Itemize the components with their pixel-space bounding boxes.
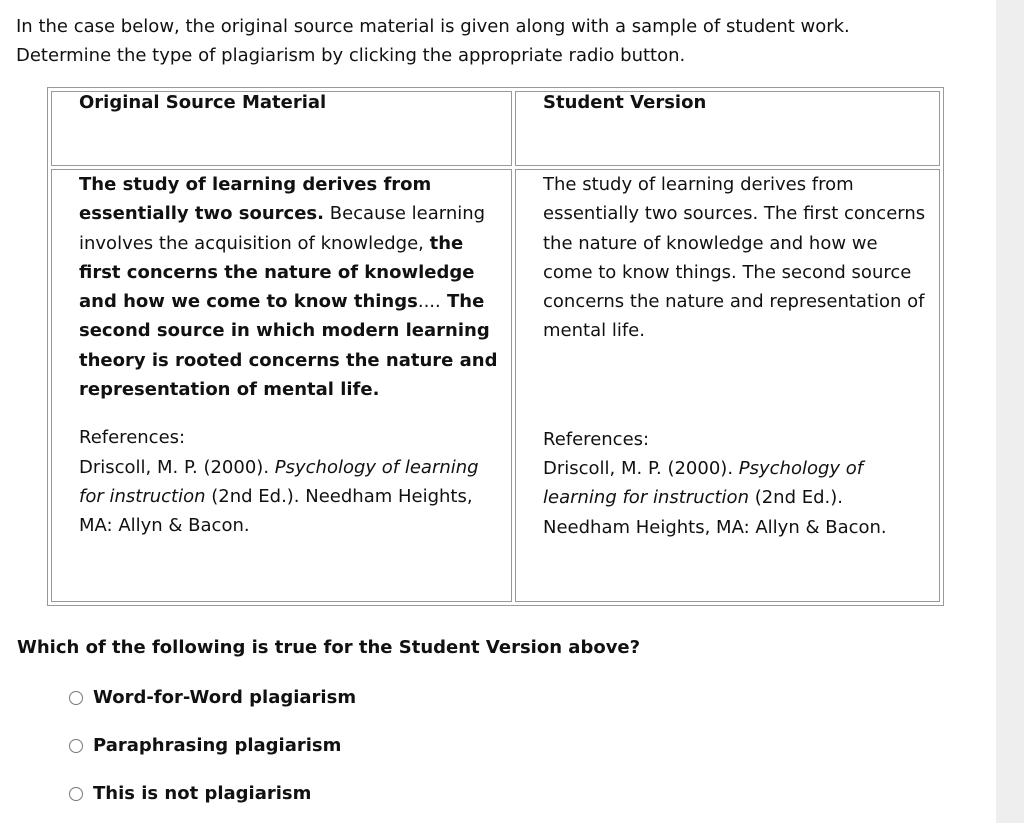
instructions bbox=[16, 12, 976, 70]
radio-button[interactable] bbox=[69, 691, 83, 705]
original-ref-author: Driscoll, M. P. (2000). bbox=[79, 456, 275, 478]
original-bold-2: the first concerns the nature of knowledge and how we come to know things bbox=[79, 232, 475, 313]
original-references bbox=[79, 423, 499, 540]
option-label[interactable]: Word-for-Word plagiarism bbox=[93, 687, 357, 708]
original-text-1: Because learning involves the acquisition of knowledge, bbox=[79, 203, 486, 254]
original-passage bbox=[79, 170, 499, 404]
original-ref-rest: (2nd Ed.). Needham Heights, MA: Allyn & Bacon. bbox=[79, 485, 473, 537]
option-label[interactable]: This is not plagiarism bbox=[93, 783, 312, 804]
instructions-line-1: In the case below, the original source material is given along with a sample of student work. bbox=[16, 16, 850, 37]
student-citation bbox=[543, 454, 927, 542]
right-scroll-gutter bbox=[996, 0, 1024, 823]
option-not-plagiarism[interactable] bbox=[69, 783, 311, 804]
option-label[interactable]: Paraphrasing plagiarism bbox=[93, 735, 342, 756]
radio-button[interactable] bbox=[69, 787, 83, 801]
original-source-cell bbox=[51, 169, 512, 602]
original-header: Original Source Material bbox=[51, 91, 512, 166]
original-bold-3: The second source in which modern learning theory is rooted concerns the nature and representation of mental life. bbox=[79, 291, 498, 401]
original-references-label: References: bbox=[79, 427, 186, 449]
student-ref-author: Driscoll, M. P. (2000). bbox=[543, 458, 739, 480]
original-citation bbox=[79, 453, 499, 541]
radio-button[interactable] bbox=[69, 739, 83, 753]
original-ref-title: Psychology of learning for instruction bbox=[79, 456, 479, 507]
comparison-table bbox=[47, 87, 944, 606]
original-bold-1: The study of learning derives from essentially two sources. bbox=[79, 174, 432, 225]
student-passage: The study of learning derives from essentially two sources. The first concerns the nature of knowledge and how we come to know things. The second source concerns the nature and representation of mental life. bbox=[543, 174, 926, 342]
option-word-for-word[interactable] bbox=[69, 687, 356, 708]
student-references bbox=[543, 425, 927, 542]
student-header: Student Version bbox=[515, 91, 940, 166]
instructions-line-2: Determine the type of plagiarism by clicking the appropriate radio button. bbox=[16, 45, 686, 66]
table-header-row bbox=[51, 91, 940, 166]
table-body-row bbox=[51, 169, 940, 602]
option-paraphrasing[interactable] bbox=[69, 735, 341, 756]
original-text-2: .... bbox=[417, 291, 441, 313]
student-ref-rest: (2nd Ed.). Needham Heights, MA: Allyn & Bacon. bbox=[543, 487, 887, 538]
student-version-cell bbox=[515, 169, 940, 602]
student-references-label: References: bbox=[543, 428, 650, 450]
student-ref-title: Psychology of learning for instruction bbox=[543, 458, 864, 509]
question-prompt: Which of the following is true for the Student Version above? bbox=[17, 637, 641, 658]
